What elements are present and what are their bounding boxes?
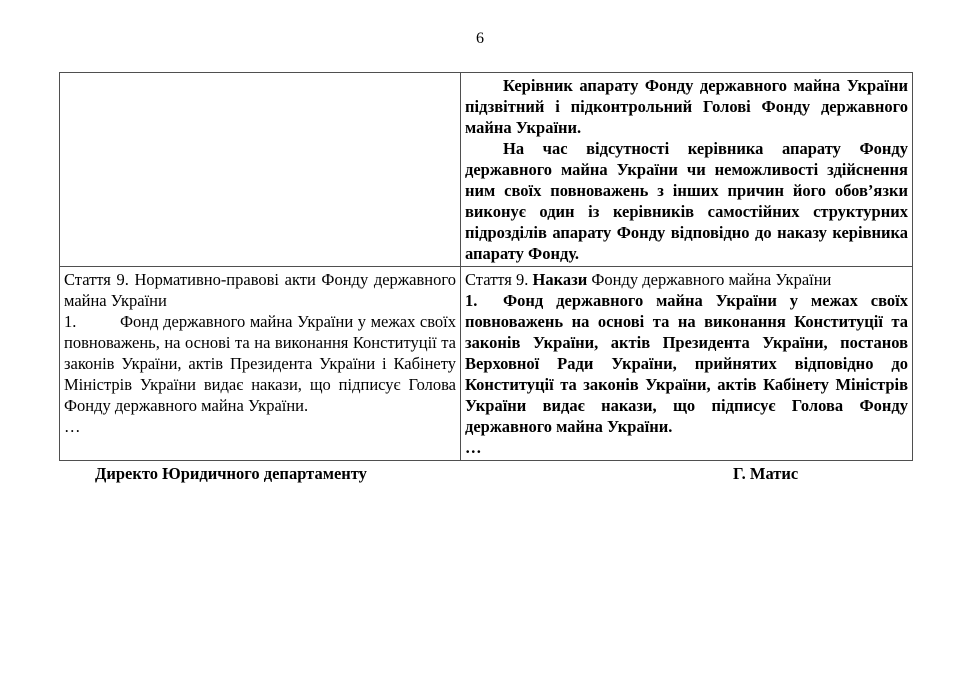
row2-right-item-text: Фонд державного майна України у межах своїх повноважень на основі та на виконання Конституції та законів України, актів Президента України, постанов Верховної Ради України, прийнятих відповідно до Конституції та законів України, актів Кабінету Міністрів України видає накази, що підписує Голова Фонду державного майна України. bbox=[465, 291, 908, 436]
row2-right-ellipsis: … bbox=[465, 438, 482, 457]
row2-right-item bbox=[465, 290, 908, 437]
row2-left-cell bbox=[60, 267, 461, 461]
row2-right-heading-emphasis: Накази bbox=[532, 270, 588, 289]
row1-right-cell bbox=[461, 73, 913, 267]
comparison-table bbox=[59, 72, 913, 461]
table-row bbox=[60, 267, 913, 461]
table-row bbox=[60, 73, 913, 267]
row2-right-cell bbox=[461, 267, 913, 461]
row1-left-cell bbox=[60, 73, 461, 267]
row1-right-paragraph-1: Керівник апарату Фонду державного майна України підзвітний і підконтрольний Голові Фонду державного майна України. bbox=[465, 76, 908, 137]
row2-left-item-text: Фонд державного майна України у межах своїх повноважень, на основі та на виконання Конституції та законів України, актів Президента України і Кабінету Міністрів України видає накази, що підписує Голова Фонду державного майна України. bbox=[64, 312, 456, 415]
row2-left-heading: Стаття 9. Нормативно-правові акти Фонду державного майна України bbox=[64, 270, 456, 310]
row2-left-ellipsis: … bbox=[64, 417, 81, 436]
row2-right-heading-prefix: Стаття 9. bbox=[465, 270, 533, 289]
row2-left-item-number: 1. bbox=[64, 312, 77, 331]
row2-right-heading-suffix: Фонду державного майна України bbox=[587, 270, 832, 289]
row1-right-paragraph-2: На час відсутності керівника апарату Фонду державного майна України чи неможливості здійснення ним своїх повноважень з інших причин його обов’язки виконує один із керівників самостійних структурних підрозділів апарату Фонду відповідно до наказу керівника апарату Фонду. bbox=[465, 139, 908, 263]
row2-right-item-number: 1. bbox=[465, 291, 478, 310]
page-number: 6 bbox=[476, 30, 484, 47]
signature-name: Г. Матис bbox=[733, 464, 799, 483]
signature-title: Директо Юридичного департаменту bbox=[95, 464, 367, 483]
row2-right-heading bbox=[465, 269, 908, 290]
row2-left-item bbox=[64, 311, 456, 416]
